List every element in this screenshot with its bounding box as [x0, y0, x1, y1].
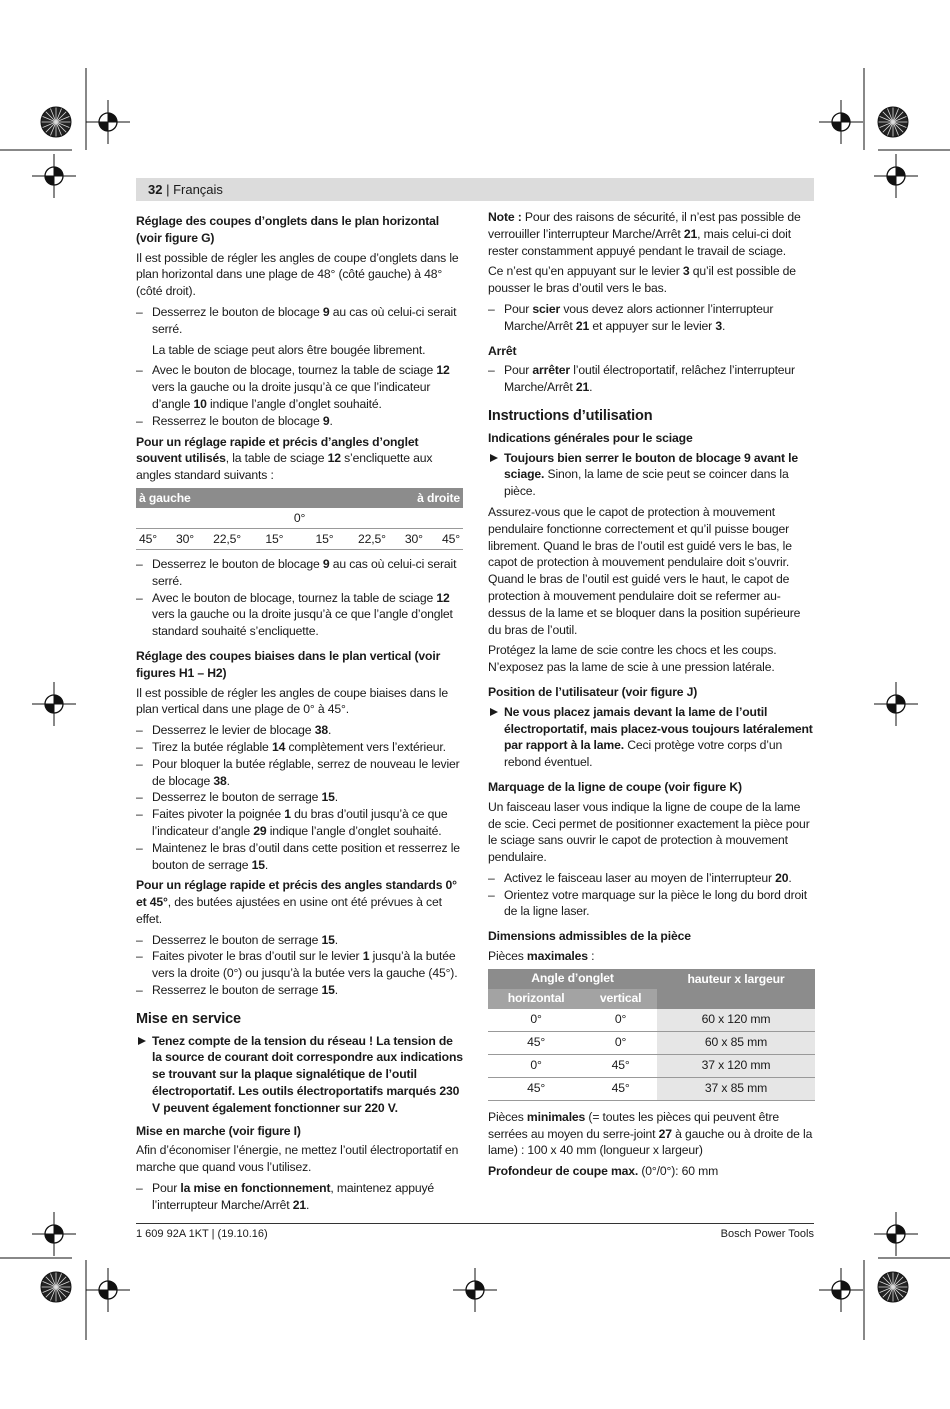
- table-cell: 15°: [262, 528, 299, 549]
- paragraph-lever: Ce n’est qu’en appuyant sur le levier 3 qu’il est possible de pousser le bras d’outil vers le bas.: [488, 264, 796, 296]
- warning-voltage: Tenez compte de la tension du réseau ! La tension de la source de courant doit correspondre aux indications se trouvant sur la plaque signalétique de l’outil électroportatif. Les outils électroportatifs marqués 230 V peuvent également fonctionner sur 220 V.: [136, 1033, 463, 1117]
- list-bevel-steps: [136, 932, 463, 999]
- list-item: – Activez le faisceau laser au moyen de l’interrupteur 20.: [488, 870, 815, 887]
- list-item: – Orientez votre marquage sur la pièce le long du bord droit de la ligne laser.: [488, 887, 815, 921]
- table-cell: 45°: [584, 1054, 657, 1077]
- list-item: – Desserrez le bouton de blocage 9 au cas où celui-ci serait serré.: [136, 556, 463, 590]
- table-cell: 37 x 120 mm: [657, 1054, 815, 1077]
- table-cell: 30°: [173, 528, 210, 549]
- list-item: – Maintenez le bras d’outil dans cette position et resserrez le bouton de serrage 15.: [136, 840, 463, 874]
- table-cell: 22,5°: [210, 528, 262, 549]
- heading-user-position: Position de l’utilisateur (voir figure J): [488, 684, 698, 699]
- list-item: – Tirez la butée réglable 14 complètement vers l’extérieur.: [136, 739, 463, 756]
- paragraph-horizontal-miter: Il est possible de régler les angles de coupe d’onglets dans le plan horizontal dans une plage de 48° (côté gauche) à 48° (côté droit).: [136, 250, 459, 299]
- table-cell: 60 x 85 mm: [657, 1031, 815, 1054]
- registration-cross-mark: [86, 1268, 130, 1312]
- table-cell: 0°: [584, 1009, 657, 1032]
- list-item: – Faites pivoter la poignée 1 du bras d’outil jusqu’à ce que l’indicateur d’angle 29 indique l’angle d’onglet souhaité.: [136, 806, 463, 840]
- list-horizontal-steps-2: [136, 362, 463, 429]
- table-row: [488, 1009, 815, 1032]
- list-standard-steps: [136, 556, 463, 640]
- table-cell-zero: 0°: [136, 508, 463, 529]
- heading-dimensions: Dimensions admissibles de la pièce: [488, 929, 691, 944]
- page-header: [136, 178, 814, 201]
- table-cell: 45°: [488, 1031, 584, 1054]
- paragraph-max: Pièces maximales :: [488, 949, 595, 964]
- table-header-vertical: vertical: [584, 989, 657, 1009]
- paragraph-note: Note : Pour des raisons de sécurité, il n’est pas possible de verrouiller l’interrupteur Marche/Arrêt 21, mais celui-ci doit rester constamment appuyé pendant le travail de sciage.: [488, 210, 801, 258]
- heading-general-sawing: Indications générales pour le sciage: [488, 430, 693, 445]
- warning-position: Ne vous placez jamais devant la lame de l’outil électroportatif, mais placez-vous toujours latéralement par rapport à la lame. Ceci protège votre corps d’un rebond éventuel.: [488, 704, 815, 771]
- table-cell: 45°: [426, 528, 463, 549]
- list-item: – Desserrez le bouton de serrage 15.: [136, 789, 463, 806]
- table-cell: 60 x 120 mm: [657, 1009, 815, 1032]
- footer-divider: [136, 1223, 814, 1224]
- paragraph-min: Pièces minimales (= toutes les pièces qui peuvent être serrées au moyen du serre-joint 27 à gauche ou à droite de la lame) : 100 x 40 mm (longueur x largeur): [488, 1109, 813, 1158]
- paragraph-mise-en-marche: Afin d’économiser l’énergie, ne mettez l’outil électroportatif en marche que quand vous l’utilisez.: [136, 1143, 459, 1175]
- table-header-size: hauteur x largeur: [657, 969, 815, 1009]
- table-cell: 45°: [488, 1077, 584, 1100]
- paragraph-standard-bevel: Pour un réglage rapide et précis des angles standards 0° et 45°, des butées ajustées en usine ont été prévues à cet effet.: [136, 878, 457, 926]
- registration-star-mark: [41, 107, 71, 137]
- heading-mise-en-marche: Mise en marche (voir figure I): [136, 1123, 301, 1138]
- warning-triangle-icon: [138, 1037, 146, 1045]
- registration-cross-mark: [86, 100, 130, 144]
- list-saw-steps: [488, 301, 815, 335]
- table-cell: 22,5°: [337, 528, 389, 549]
- list-start-steps: [136, 1180, 463, 1214]
- subnote-table-free: La table de sciage peut alors être bougée librement.: [152, 342, 426, 357]
- table-cell: 15°: [299, 528, 336, 549]
- list-stop-steps: [488, 362, 815, 396]
- list-item: – Desserrez le bouton de serrage 15.: [136, 932, 463, 949]
- list-item: – Pour la mise en fonctionnement, maintenez appuyé l’interrupteur Marche/Arrêt 21.: [136, 1180, 463, 1214]
- right-column: [488, 209, 815, 1184]
- table-row: [488, 1077, 815, 1100]
- registration-cross-mark: [819, 1268, 863, 1312]
- registration-cross-mark: [874, 682, 918, 726]
- heading-horizontal-miter: Réglage des coupes d’onglets dans le plan horizontal (voir figure G): [136, 214, 440, 245]
- heading-vertical-bevel: Réglage des coupes biaises dans le plan vertical (voir figures H1 – H2): [136, 648, 441, 680]
- header-separator: |: [162, 182, 174, 197]
- table-row: [488, 1031, 815, 1054]
- table-header-left: à gauche: [136, 488, 299, 508]
- footer-document-code: 1 609 92A 1KT | (19.10.16): [136, 1228, 268, 1240]
- header-language: Français: [173, 182, 223, 197]
- table-header-angle: Angle d’onglet: [488, 969, 657, 989]
- heading-laser: Marquage de la ligne de coupe (voir figure K): [488, 779, 742, 794]
- table-cell: 0°: [488, 1009, 584, 1032]
- warning-triangle-icon: [490, 454, 498, 462]
- list-item: – Desserrez le levier de blocage 38.: [136, 722, 463, 739]
- list-item: – Resserrez le bouton de blocage 9.: [136, 413, 463, 430]
- registration-cross-mark: [819, 100, 863, 144]
- dimensions-table: [488, 969, 815, 1101]
- list-vertical-steps: [136, 722, 463, 873]
- list-horizontal-steps: [136, 304, 463, 338]
- registration-star-mark: [41, 1272, 71, 1302]
- paragraph-vertical-bevel: Il est possible de régler les angles de coupe biaises dans le plan vertical dans une plage de 0° à 45°.: [136, 685, 448, 717]
- table-header-horizontal: horizontal: [488, 989, 584, 1009]
- paragraph-guard: Assurez-vous que le capot de protection à mouvement pendulaire fonctionne correctement et qu’il puisse bouger librement. Quand le bras de l’outil est guidé vers le bas, le capot de protection à mouvement pendulaire doit s’ouvrir. Quand le bras de l’outil est guidé vers le haut, le capot de protection à mouvement pendulaire doit se refermer au-dessus de la lame et se bloquer dans la position supérieure du bras de l’outil.: [488, 504, 801, 637]
- warning-triangle-icon: [490, 708, 498, 716]
- paragraph-quick-setting: Pour un réglage rapide et précis d’angles d’onglet souvent utilisés, la table de sciage 12 s’encliquette aux angles standard suivants :: [136, 434, 433, 483]
- list-item: – Resserrez le bouton de serrage 15.: [136, 982, 463, 999]
- footer-brand: Bosch Power Tools: [720, 1228, 814, 1240]
- paragraph-laser: Un faisceau laser vous indique la ligne de coupe de la lame de scie. Ceci permet de positionner exactement la pièce pour le sciage sans ouvrir le capot de protection à mouvement pendulaire.: [488, 799, 810, 865]
- table-cell: 0°: [584, 1031, 657, 1054]
- registration-cross-mark: [32, 682, 76, 726]
- list-item: – Faites pivoter le bras d’outil sur le levier 1 jusqu’à la butée vers la droite (0°) ou jusqu’à la butée vers la gauche (45°).: [136, 948, 463, 982]
- paragraph-depth: Profondeur de coupe max. (0°/0°): 60 mm: [488, 1164, 719, 1179]
- list-item: – Desserrez le bouton de blocage 9 au cas où celui-ci serait serré.: [136, 304, 463, 338]
- list-item: – Avec le bouton de blocage, tournez la table de sciage 12 vers la gauche ou la droite jusqu’à ce que l’angle d’onglet standard souhaité s’encliquette.: [136, 590, 463, 640]
- list-laser-steps: [488, 870, 815, 920]
- table-row-angles: [136, 528, 463, 549]
- heading-mise-en-service: Mise en service: [136, 1010, 241, 1027]
- list-item: – Pour scier vous devez alors actionner l’interrupteur Marche/Arrêt 21 et appuyer sur le levier 3.: [488, 301, 815, 335]
- registration-cross-mark: [453, 1268, 497, 1312]
- table-cell: 30°: [389, 528, 426, 549]
- warning-lock-knob: Toujours bien serrer le bouton de blocage 9 avant le sciage. Sinon, la lame de scie peut se coincer dans la pièce.: [488, 450, 815, 500]
- table-header-right: à droite: [299, 488, 463, 508]
- table-cell: 45°: [584, 1077, 657, 1100]
- registration-star-mark: [878, 1272, 908, 1302]
- table-cell: 37 x 85 mm: [657, 1077, 815, 1100]
- left-column: [136, 209, 463, 1218]
- paragraph-protect: Protégez la lame de scie contre les chocs et les coups. N’exposez pas la lame de scie à une pression latérale.: [488, 643, 777, 675]
- page-number: 32: [148, 182, 163, 197]
- heading-instructions: Instructions d’utilisation: [488, 407, 653, 424]
- registration-cross-mark: [874, 154, 918, 198]
- list-item: – Pour bloquer la butée réglable, serrez de nouveau le levier de blocage 38.: [136, 756, 463, 790]
- table-row: [488, 1054, 815, 1077]
- registration-star-mark: [878, 107, 908, 137]
- table-cell: 0°: [488, 1054, 584, 1077]
- registration-cross-mark: [874, 1212, 918, 1256]
- registration-cross-mark: [32, 1212, 76, 1256]
- heading-arret: Arrêt: [488, 343, 517, 358]
- table-cell: 45°: [136, 528, 173, 549]
- list-item: – Avec le bouton de blocage, tournez la table de sciage 12 vers la gauche ou la droite jusqu’à ce que l’indicateur d’angle 10 indique l’angle d’onglet souhaité.: [136, 362, 463, 412]
- list-item: – Pour arrêter l’outil électroportatif, relâchez l’interrupteur Marche/Arrêt 21.: [488, 362, 815, 396]
- registration-cross-mark: [32, 154, 76, 198]
- standard-angles-table: [136, 488, 463, 550]
